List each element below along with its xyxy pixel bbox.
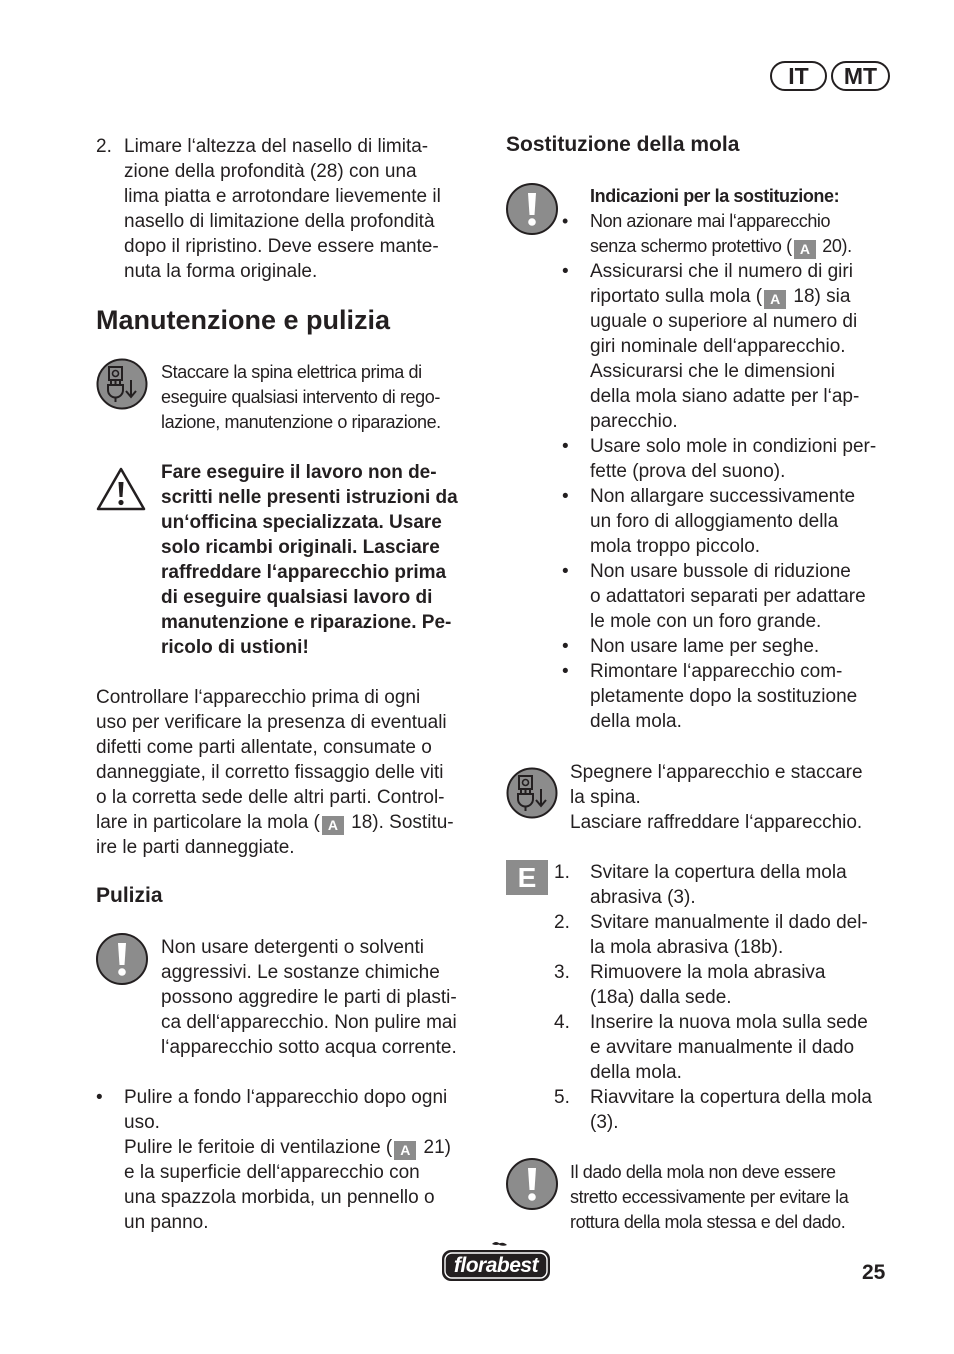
- subsection-heading: Pulizia: [96, 884, 163, 907]
- text-line: Rimontare l‘apparecchio com-: [590, 661, 843, 682]
- text-line: Non usare bussole di riduzione: [590, 561, 851, 582]
- notes-title: Indicazioni per la sostituzione:: [590, 186, 840, 206]
- text-line: Inserire la nuova mola sulla sede: [590, 1012, 868, 1033]
- text-line: manutenzione e riparazione. Pe-: [161, 612, 452, 633]
- text-span: senza schermo protettivo (: [590, 236, 792, 256]
- figure-ref-badge: A: [394, 1141, 416, 1160]
- unplug-icon: [506, 767, 558, 819]
- bullet: •: [562, 211, 568, 231]
- exclamation-icon: [96, 933, 148, 985]
- text-line: abrasiva (3).: [590, 887, 696, 908]
- list-item: [562, 259, 892, 434]
- text-line: nuta la forma originale.: [124, 261, 318, 282]
- text-line: l‘apparecchio sotto acqua corrente.: [161, 1037, 457, 1058]
- list-item: [562, 484, 892, 559]
- text-line: Il dado della mola non deve essere: [570, 1162, 836, 1182]
- text-line: [96, 810, 491, 835]
- text-line: aggressivi. Le sostanze chimiche: [161, 962, 440, 983]
- text-line: Non allargare successivamente: [590, 486, 856, 507]
- item-number: 2.: [96, 136, 112, 157]
- unplug-note: [161, 360, 491, 435]
- text-line: un foro di alloggiamento della: [590, 511, 839, 532]
- text-line: o adattatori separati per adattare: [590, 586, 866, 607]
- warning-triangle-icon: [96, 466, 146, 512]
- text-line: eseguire qualsiasi intervento di rego-: [161, 387, 440, 407]
- text-line: della mola.: [590, 711, 682, 732]
- unplug-icon: [96, 358, 148, 410]
- numbered-item: [554, 1010, 894, 1085]
- list-item: [562, 209, 892, 259]
- figure-ref-badge: A: [322, 816, 344, 835]
- final-note: [570, 1160, 900, 1235]
- text-line: [590, 284, 892, 309]
- text-line: pletamente dopo la sostituzione: [590, 686, 858, 707]
- text-line: stretto eccessivamente per evitare la: [570, 1187, 849, 1207]
- exclamation-icon: [506, 1158, 558, 1210]
- text-line: parecchio.: [590, 411, 678, 432]
- numbered-item: [554, 960, 894, 1010]
- text-line: fette (prova del suono).: [590, 461, 786, 482]
- text-line: raffreddare l‘apparecchio prima: [161, 562, 447, 583]
- text-line: ca dell‘apparecchio. Non pulire mai: [161, 1012, 457, 1033]
- text-line: Assicurarsi che le dimensioni: [590, 361, 835, 382]
- text-line: lazione, manutenzione o riparazione.: [161, 412, 441, 432]
- text-line: mola troppo piccolo.: [590, 536, 761, 557]
- list-item: [562, 634, 892, 659]
- text-span: lare in particolare la mola (: [96, 812, 320, 833]
- text-line: Svitare manualmente il dado del-: [590, 912, 868, 933]
- text-line: giri nominale dell‘apparecchio.: [590, 336, 846, 357]
- text-line: o la corretta sede delle altri parti. Control-: [96, 787, 445, 808]
- text-span: 21): [418, 1137, 451, 1158]
- text-line: Limare l‘altezza del nasello di limita-: [124, 136, 429, 157]
- bullet: •: [562, 561, 569, 582]
- text-line: Non usare detergenti o solventi: [161, 937, 424, 958]
- text-line: una spazzola morbida, un pennello o: [124, 1187, 435, 1208]
- numbered-item: [554, 1085, 894, 1135]
- text-line: la mola abrasiva (18b).: [590, 937, 784, 958]
- text-span: 18). Sostitu-: [345, 812, 454, 833]
- text-line: Non azionare mai l‘apparecchio: [590, 211, 831, 231]
- text-line: la spina.: [570, 787, 641, 808]
- check-paragraph: [96, 685, 491, 860]
- text-line: scritti nelle presenti istruzioni da: [161, 487, 458, 508]
- section-heading-right: Sostituzione della mola: [506, 133, 740, 156]
- numbered-item: [96, 134, 486, 284]
- exclamation-icon: [506, 183, 558, 235]
- text-line: (3).: [590, 1112, 619, 1133]
- warning-note: [161, 460, 491, 660]
- florabest-logo: [440, 1240, 552, 1284]
- text-span: riportato sulla mola (: [590, 286, 763, 307]
- bullet: •: [562, 261, 569, 282]
- bullet: •: [562, 636, 569, 657]
- bullet: •: [562, 486, 569, 507]
- text-line: di eseguire qualsiasi lavoro di: [161, 587, 433, 608]
- text-line: [124, 1135, 491, 1160]
- text-line: uso.: [124, 1112, 160, 1133]
- text-line: della mola.: [590, 1062, 682, 1083]
- item-number: 3.: [554, 962, 570, 983]
- text-line: della mola siano adatte per l‘ap-: [590, 386, 860, 407]
- bullet: •: [562, 436, 569, 457]
- figure-ref-badge: A: [794, 240, 816, 259]
- figure-ref-badge: A: [764, 290, 786, 309]
- text-line: le mole con un foro grande.: [590, 611, 822, 632]
- text-line: solo ricambi originali. Lasciare: [161, 537, 440, 558]
- text-line: Non usare lame per seghe.: [590, 636, 820, 657]
- item-number: 1.: [554, 862, 570, 883]
- numbered-item: [554, 910, 894, 960]
- text-line: Lasciare raffreddare l‘apparecchio.: [570, 812, 863, 833]
- steps-list: [554, 860, 894, 1135]
- notice-note: [161, 935, 491, 1060]
- bullet: •: [562, 661, 569, 682]
- step-2-block: [96, 134, 486, 284]
- text-line: Pulire a fondo l‘apparecchio dopo ogni: [124, 1087, 448, 1108]
- language-badge-it: IT: [770, 61, 827, 91]
- page-number: 25: [862, 1261, 886, 1284]
- text-line: uso per verificare la presenza di eventuali: [96, 712, 447, 733]
- text-line: nasello di limitazione della profondità: [124, 211, 435, 232]
- text-span: Pulire le feritoie di ventilazione (: [124, 1137, 393, 1158]
- text-line: e avvitare manualmente il dado: [590, 1037, 855, 1058]
- text-line: Fare eseguire il lavoro non de-: [161, 462, 437, 483]
- text-line: possono aggredire le parti di plasti-: [161, 987, 457, 1008]
- text-line: zione della profondità (28) con una: [124, 161, 417, 182]
- text-line: e la superficie dell‘apparecchio con: [124, 1162, 420, 1183]
- list-item: [562, 434, 892, 484]
- text-line: danneggiate, il corretto fissaggio delle viti: [96, 762, 444, 783]
- list-item: [96, 1085, 491, 1235]
- text-line: Assicurarsi che il numero di giri: [590, 261, 853, 282]
- text-line: dopo il ripristino. Deve essere mante-: [124, 236, 439, 257]
- text-span: 18) sia: [788, 286, 851, 307]
- text-line: un panno.: [124, 1212, 209, 1233]
- numbered-item: [554, 860, 894, 910]
- list-item: [562, 659, 892, 734]
- text-line: Controllare l‘apparecchio prima di ogni: [96, 687, 421, 708]
- text-line: Riavvitare la copertura della mola: [590, 1087, 872, 1108]
- cleaning-list: [96, 1085, 491, 1235]
- item-number: 4.: [554, 1012, 570, 1033]
- text-line: Spegnere l‘apparecchio e staccare: [570, 762, 863, 783]
- brand-wordmark: florabest: [453, 1254, 539, 1277]
- text-line: uguale o superiore al numero di: [590, 311, 858, 332]
- text-line: [590, 234, 892, 259]
- text-line: ricolo di ustioni!: [161, 637, 309, 658]
- replacement-notes-list: [562, 209, 892, 734]
- text-line: Svitare la copertura della mola: [590, 862, 847, 883]
- text-line: (18a) dalla sede.: [590, 987, 732, 1008]
- text-line: difetti come parti allentate, consumate o: [96, 737, 432, 758]
- text-line: ire le parti danneggiate.: [96, 837, 295, 858]
- text-line: rottura della mola stessa e del dado.: [570, 1212, 846, 1232]
- list-item: [562, 559, 892, 634]
- text-line: un‘officina specializzata. Usare: [161, 512, 442, 533]
- bullet: •: [96, 1087, 103, 1108]
- item-number: 2.: [554, 912, 570, 933]
- text-span: 20).: [817, 236, 852, 256]
- unplug-note-right: [570, 760, 900, 835]
- text-line: Usare solo mole in condizioni per-: [590, 436, 877, 457]
- text-line: Rimuovere la mola abrasiva: [590, 962, 826, 983]
- language-badge-mt: MT: [831, 61, 890, 91]
- item-number: 5.: [554, 1087, 570, 1108]
- text-line: lima piatta e arrotondare lievemente il: [124, 186, 441, 207]
- figure-e-badge: E: [506, 860, 548, 895]
- text-line: Staccare la spina elettrica prima di: [161, 362, 422, 382]
- section-heading: Manutenzione e pulizia: [96, 305, 391, 335]
